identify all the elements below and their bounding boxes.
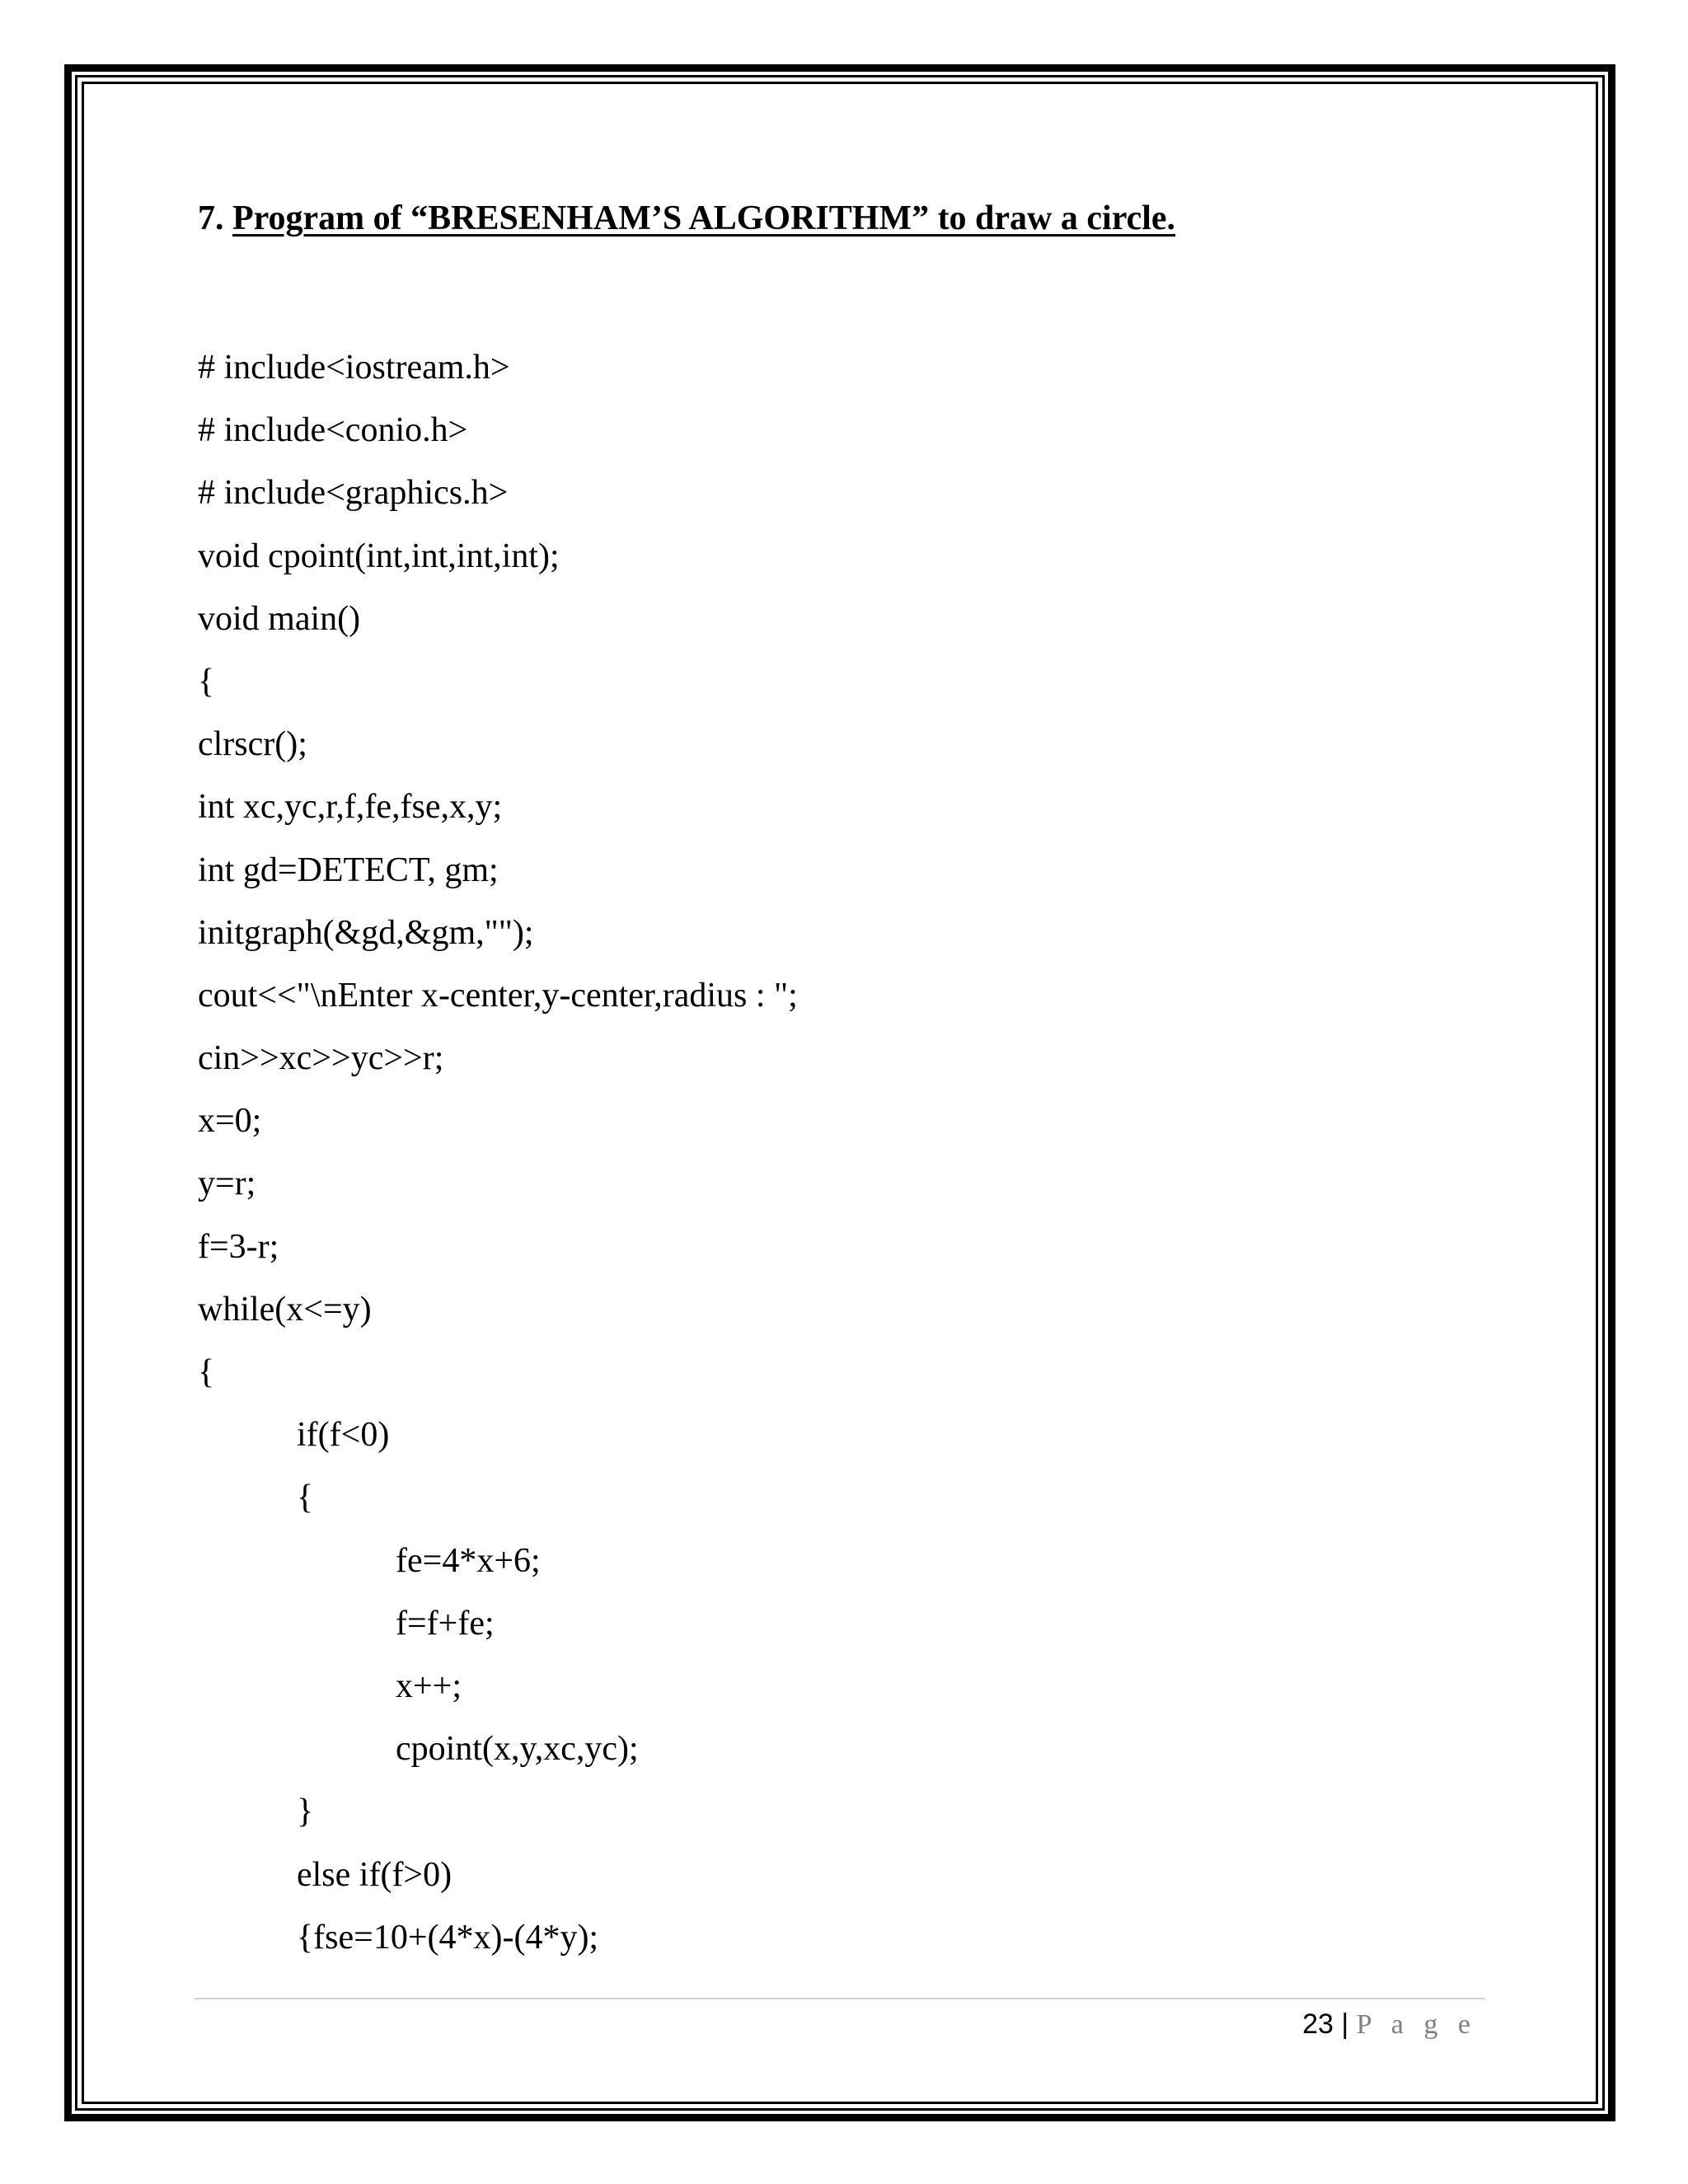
- code-line: cin>>xc>>yc>>r;: [198, 1039, 444, 1078]
- code-line: int xc,yc,r,f,fe,fse,x,y;: [198, 788, 503, 827]
- code-line: clrscr();: [198, 725, 307, 764]
- code-line: cpoint(x,y,xc,yc);: [396, 1730, 639, 1769]
- footer-separator: |: [1341, 2008, 1349, 2040]
- code-line: f=f+fe;: [396, 1604, 495, 1643]
- page-footer: [1302, 2004, 1477, 2045]
- code-line: void cpoint(int,int,int,int);: [198, 537, 560, 575]
- heading-title: Program of “BRESENHAM’S ALGORITHM” to draw a circle.: [232, 199, 1176, 237]
- code-line: {: [198, 1353, 215, 1391]
- section-heading: [198, 194, 1175, 242]
- code-line: f=3-r;: [198, 1227, 279, 1266]
- code-line: x=0;: [198, 1102, 262, 1141]
- code-line: while(x<=y): [198, 1290, 372, 1329]
- heading-number: 7.: [198, 199, 224, 237]
- code-line: # include<conio.h>: [198, 411, 468, 450]
- page-label: P a g e: [1356, 2009, 1477, 2040]
- footer-divider: [195, 1998, 1485, 1999]
- code-line: {: [198, 662, 215, 701]
- code-line: x++;: [396, 1666, 462, 1705]
- code-line: else if(f>0): [297, 1855, 452, 1894]
- code-line: fe=4*x+6;: [396, 1541, 541, 1580]
- code-line: {: [297, 1479, 314, 1517]
- code-line: void main(): [198, 599, 361, 638]
- code-line: int gd=DETECT, gm;: [198, 851, 499, 889]
- code-line: {fse=10+(4*x)-(4*y);: [297, 1918, 599, 1957]
- code-line: if(f<0): [297, 1416, 390, 1455]
- code-line: # include<graphics.h>: [198, 474, 509, 513]
- code-listing: [198, 336, 798, 1969]
- page-number: 23: [1302, 2008, 1334, 2040]
- code-line: }: [297, 1793, 314, 1831]
- code-line: # include<iostream.h>: [198, 349, 510, 387]
- code-line: initgraph(&gd,&gm,"");: [198, 913, 534, 952]
- code-line: cout<<"\nEnter x-center,y-center,radius : ";: [198, 976, 798, 1015]
- code-line: y=r;: [198, 1165, 256, 1203]
